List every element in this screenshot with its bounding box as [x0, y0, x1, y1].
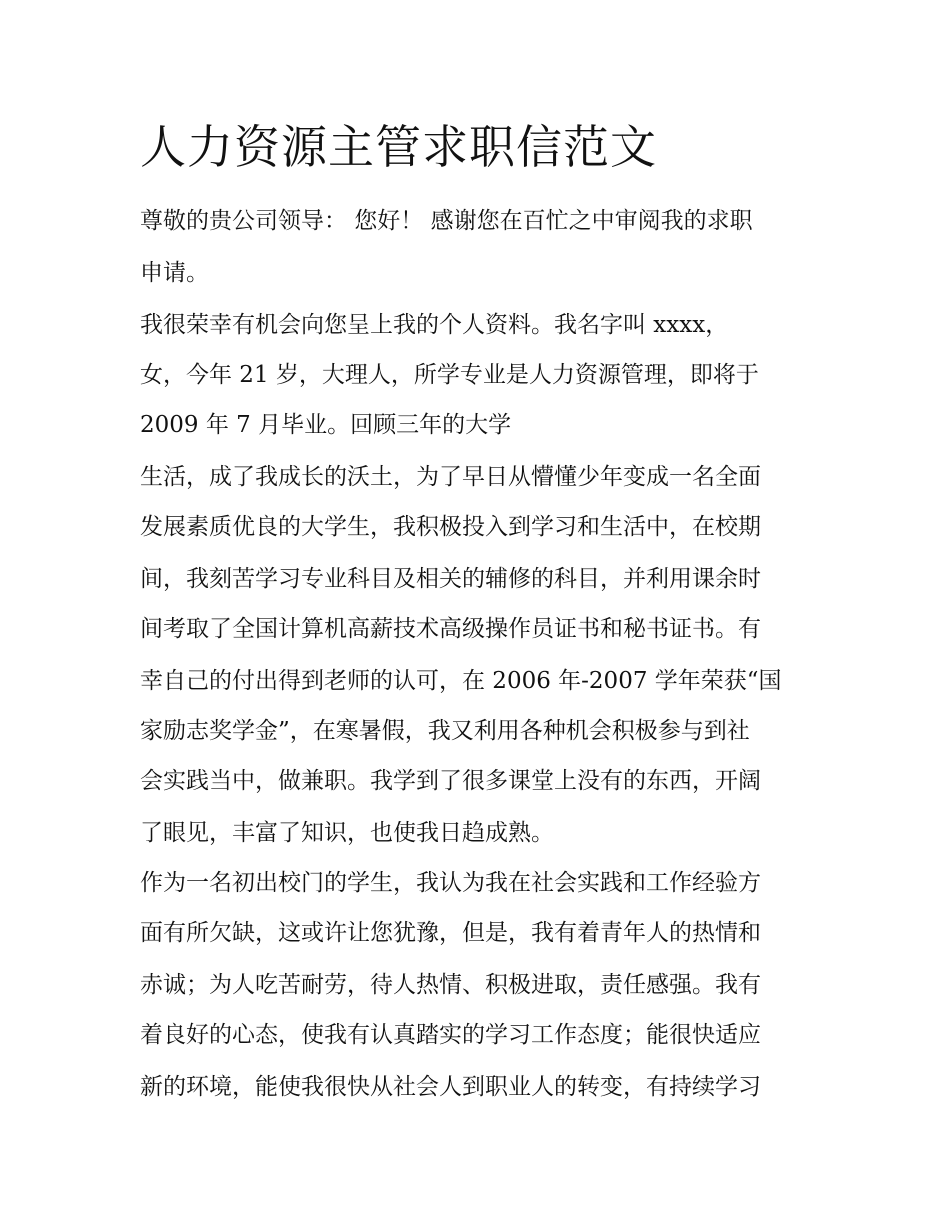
- body-line-5: 2009 年 7 月毕业。回顾三年的大学: [140, 412, 512, 438]
- body-line-7: 发展素质优良的大学生，我积极投入到学习和生活中，在校期: [140, 514, 761, 540]
- body-line-8: 间，我刻苦学习专业科目及相关的辅修的科目，并利用课余时: [140, 566, 761, 592]
- body-line-18: 新的环境，能使我很快从社会人到职业人的转变，有持续学习: [140, 1074, 761, 1100]
- document-title: 人力资源主管求职信范文: [140, 120, 657, 174]
- body-line-11: 家励志奖学金”，在寒暑假，我又利用各种机会积极参与到社: [140, 718, 750, 744]
- body-line-1: 尊敬的贵公司领导： 您好！ 感谢您在百忙之中审阅我的求职: [140, 208, 753, 234]
- body-line-3: 我很荣幸有机会向您呈上我的个人资料。我名字叫 xxxx，: [140, 312, 729, 338]
- body-line-16: 赤诚；为人吃苦耐劳，待人热情、积极进取，责任感强。我有: [140, 972, 761, 998]
- body-line-2: 申请。: [140, 260, 209, 286]
- body-line-17: 着良好的心态，使我有认真踏实的学习工作态度；能很快适应: [140, 1022, 761, 1048]
- body-line-10: 幸自己的付出得到老师的认可，在 2006 年-2007 学年荣获“国: [140, 668, 782, 694]
- body-line-13: 了眼见，丰富了知识，也使我日趋成熟。: [140, 820, 554, 846]
- body-line-6: 生活，成了我成长的沃土，为了早日从懵懂少年变成一名全面: [140, 464, 761, 490]
- body-line-12: 会实践当中，做兼职。我学到了很多课堂上没有的东西，开阔: [140, 768, 761, 794]
- body-line-4: 女，今年 21 岁，大理人，所学专业是人力资源管理，即将于: [140, 362, 759, 388]
- body-line-15: 面有所欠缺，这或许让您犹豫，但是，我有着青年人的热情和: [140, 920, 761, 946]
- body-line-9: 间考取了全国计算机高薪技术高级操作员证书和秘书证书。有: [140, 616, 761, 642]
- body-line-14: 作为一名初出校门的学生，我认为我在社会实践和工作经验方: [140, 870, 761, 896]
